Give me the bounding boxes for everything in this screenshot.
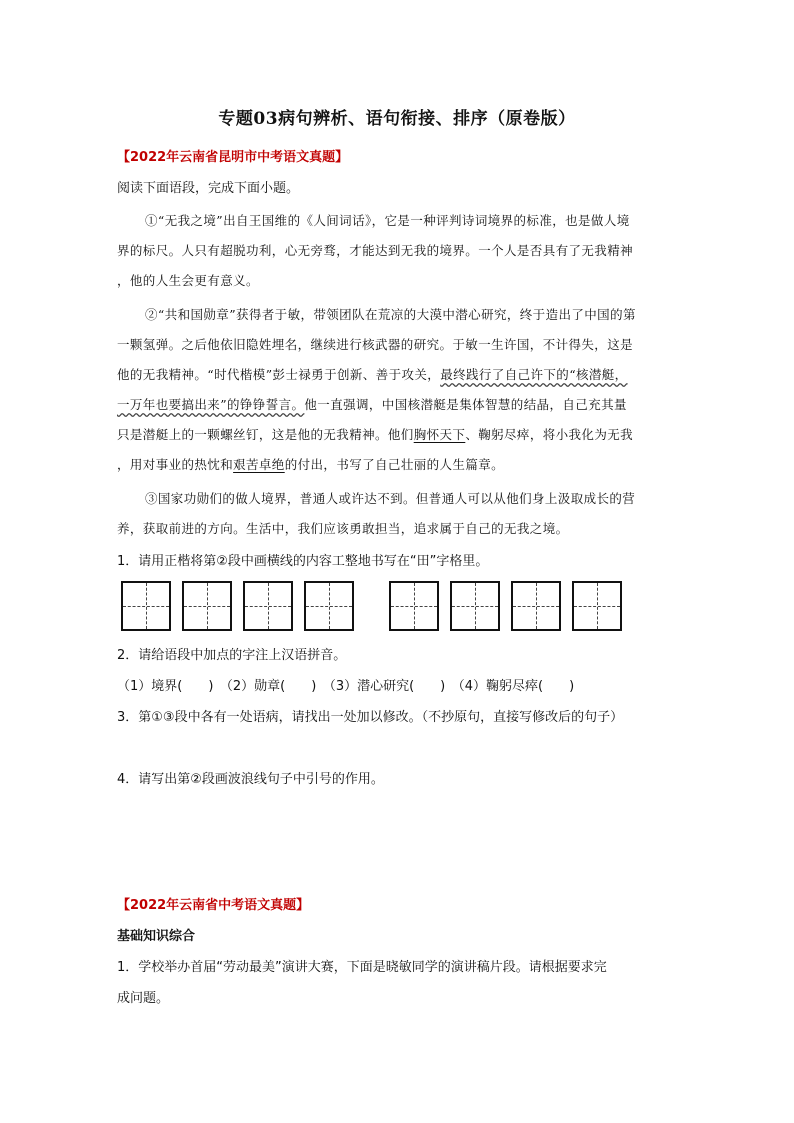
paragraph-1-line: ①“无我之境”出自王国维的《人间词话》，它是一种评判诗词境界的标准，也是做人境 <box>145 213 630 228</box>
paragraph-2-line <box>117 455 504 473</box>
section-heading: 基础知识综合 <box>117 929 196 944</box>
page-title: 专题03病句辨析、语句衔接、排序（原卷版） <box>218 109 576 129</box>
tian-grid-box[interactable] <box>450 581 500 631</box>
text-segment: 、鞠躬尽瘁，将小我化为无我 <box>465 427 634 442</box>
text-segment: ，用对事业的热忱和 <box>117 457 234 472</box>
source-tag: 【2022年云南省中考语文真题】 <box>117 898 310 913</box>
paragraph-1-line: ，他的人生会更有意义。 <box>117 273 259 288</box>
wavy-underlined-text: 最终践行了自己许下的“核潜艇， <box>440 367 628 382</box>
tian-grid-box[interactable] <box>243 581 293 631</box>
tian-grid-box[interactable] <box>304 581 354 631</box>
text-segment: 只是潜艇上的一颗螺丝钉，这是他的无我精神。他们 <box>117 427 414 442</box>
question-1: 1．请用正楷将第②段中画横线的内容工整地书写在“田”字格里。 <box>117 554 489 569</box>
tian-grid-box[interactable] <box>389 581 439 631</box>
question-1-line: 成问题。 <box>117 991 170 1006</box>
underlined-text: 艰苦卓绝 <box>233 457 285 472</box>
paragraph-2-line <box>117 395 627 413</box>
tian-grid-box[interactable] <box>511 581 561 631</box>
paragraph-3-line: ③国家功勋们的做人境界，普通人或许达不到。但普通人可以从他们身上汲取成长的营 <box>145 491 636 506</box>
paragraph-2-line: 一颗氢弹。之后他依旧隐姓埋名，继续进行核武器的研究。于敏一生许国，不计得失，这是 <box>117 337 634 352</box>
text-segment: 的付出，书写了自己壮丽的人生篇章。 <box>284 457 505 472</box>
paragraph-3-line: 养，获取前进的方向。生活中，我们应该勇敢担当，追求属于自己的无我之境。 <box>117 521 569 536</box>
paragraph-2-line <box>117 425 633 443</box>
tian-grid-box[interactable] <box>182 581 232 631</box>
source-tag: 【2022年云南省昆明市中考语文真题】 <box>117 150 349 165</box>
text-segment: 他一直强调，中国核潜艇是集体智慧的结晶，自己充其量 <box>304 397 627 412</box>
paragraph-1-line: 界的标尺。人只有超脱功利，心无旁骛，才能达到无我的境界。一个人是否具有了无我精神 <box>117 243 634 258</box>
tian-grid-box[interactable] <box>572 581 622 631</box>
paragraph-2-line <box>117 365 628 383</box>
text-segment: 他的无我精神。“时代楷模”彭士禄勇于创新、善于攻关， <box>117 367 441 382</box>
paragraph-2-line: ②“共和国勋章”获得者于敏，带领团队在荒凉的大漠中潜心研究，终于造出了中国的第 <box>145 307 636 322</box>
question-2-items: （1）境界( ) （2）勋章( ) （3）潜心研究( ) （4）鞠躬尽瘁( ) <box>117 679 575 694</box>
question-2: 2．请给语段中加点的字注上汉语拼音。 <box>117 648 347 663</box>
wavy-underlined-text: 一万年也要搞出来”的铮铮誓言。 <box>117 397 305 412</box>
question-4: 4．请写出第②段画波浪线句子中引号的作用。 <box>117 772 384 787</box>
question-1-line: 1．学校举办首届“劳动最美”演讲大赛，下面是晓敏同学的演讲稿片段。请根据要求完 <box>117 960 607 975</box>
instruction: 阅读下面语段，完成下面小题。 <box>117 181 300 196</box>
question-3: 3．第①③段中各有一处语病，请找出一处加以修改。（不抄原句，直接写修改后的句子） <box>117 710 624 725</box>
underlined-text: 胸怀天下 <box>413 427 466 442</box>
tian-grid-box[interactable] <box>121 581 171 631</box>
